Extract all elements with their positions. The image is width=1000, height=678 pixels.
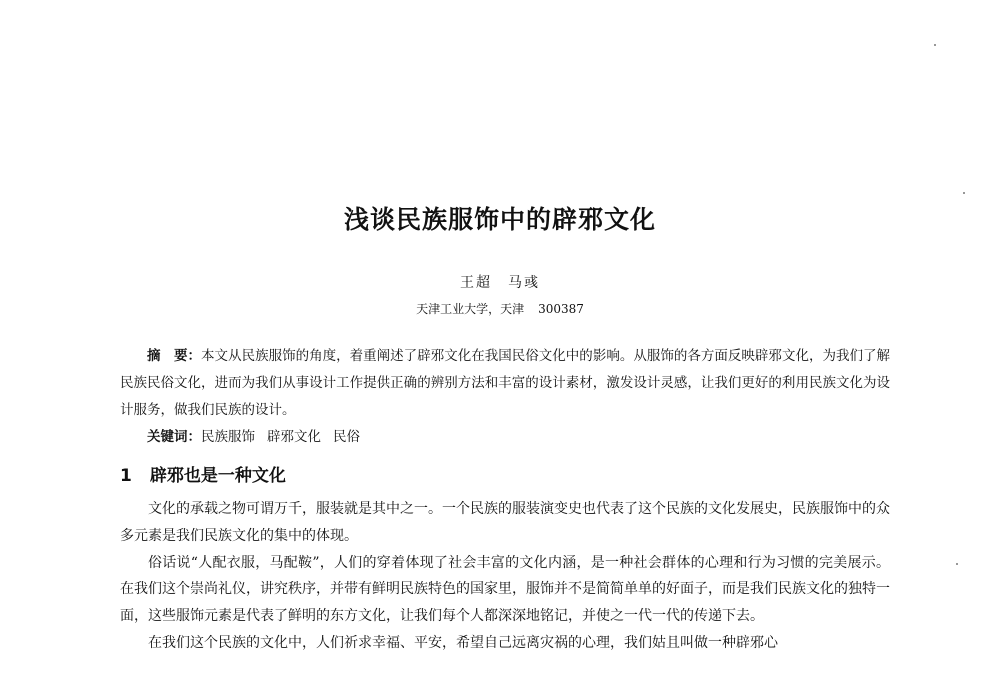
affiliation-name: 天津工业大学，天津: [416, 302, 525, 316]
keyword-item: 辟邪文化: [267, 429, 321, 445]
body-paragraph: 俗话说“人配衣服，马配鞍”，人们的穿着体现了社会丰富的文化内涵，是一种社会群体的心理和行为习惯的完美展示。在我们这个崇尚礼仪，讲究秩序，并带有鲜明民族特色的国家里，服饰并不是简简单单的好面子，而是我们民族文化的独特一面，这些服饰元素是代表了鲜明的东方文化，让我们每个人都深深地铭记，并使之一代一代的传递下去。: [120, 554, 890, 625]
affiliation-postcode: 300387: [538, 302, 584, 316]
keyword-item: 民族服饰: [201, 429, 255, 445]
paper-title: 浅谈民族服饰中的辟邪文化: [343, 205, 656, 234]
scan-speck: [934, 44, 936, 46]
section-number: 1: [120, 466, 132, 486]
body-paragraph: 文化的承载之物可谓万千，服装就是其中之一。一个民族的服装演变史也代表了这个民族的文化发展史，民族服饰中的众多元素是我们民族文化的集中的体现。: [120, 501, 890, 544]
section-heading: [120, 461, 286, 486]
section-title: 辟邪也是一种文化: [149, 466, 286, 486]
keyword-item: 民俗: [333, 429, 360, 445]
author-names: 王超 马彧: [460, 275, 540, 291]
scan-speck: [963, 192, 965, 194]
abstract: [120, 343, 890, 424]
abstract-label: 摘 要：: [147, 348, 202, 364]
author-affiliation: [0, 300, 1000, 317]
body-text: [120, 496, 890, 657]
keywords: [120, 424, 890, 451]
body-paragraph: 在我们这个民族的文化中，人们祈求幸福、平安，希望自己远离灾祸的心理，我们姑且叫做一种辟邪心: [148, 634, 778, 651]
keywords-label: 关键词：: [147, 429, 201, 445]
scan-speck: [956, 563, 958, 565]
abstract-text: 本文从民族服饰的角度，着重阐述了辟邪文化在我国民俗文化中的影响。从服饰的各方面反映辟邪文化，为我们了解民族民俗文化，进而为我们从事设计工作提供正确的辨别方法和丰富的设计素材，激发设计灵感，让我们更好的利用民族文化为设计服务，做我们民族的设计。: [120, 348, 891, 418]
